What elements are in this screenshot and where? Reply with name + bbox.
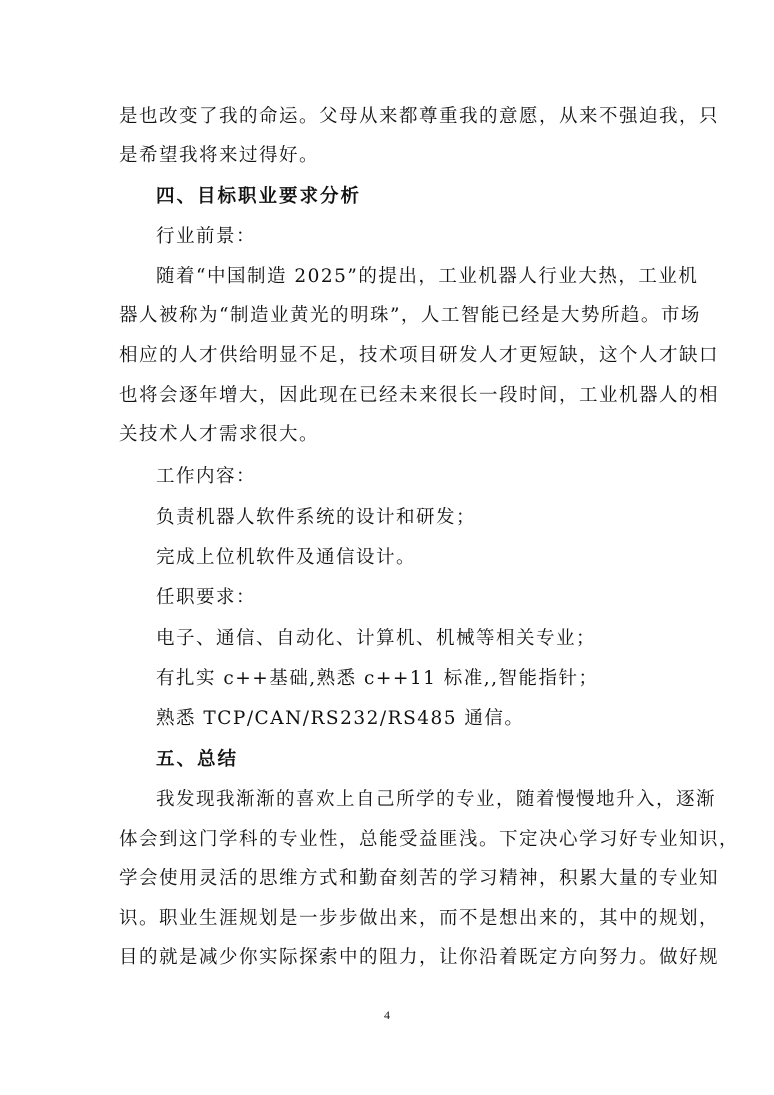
list-item: 负责机器人软件系统的设计和研发； xyxy=(156,507,477,528)
list-item: 有扎实 c++基础,熟悉 c++11 标准,,智能指针； xyxy=(156,668,599,689)
paragraph-line: 也将会逐年增大，因此现在已经未来很长一段时间，工业机器人的相 xyxy=(119,385,720,406)
page-number: 4 xyxy=(384,1008,390,1022)
paragraph-line: 目的就是减少你实际探索中的阻力，让你沿着既定方向努力。做好规 xyxy=(119,947,720,968)
subheading: 行业前景： xyxy=(156,226,257,247)
paragraph-line: 是也改变了我的命运。父母从来都尊重我的意愿，从来不强迫我，只 xyxy=(119,106,720,127)
paragraph-line: 识。职业生涯规划是一步步做出来，而不是想出来的，其中的规划， xyxy=(119,908,720,929)
subheading: 任职要求： xyxy=(156,587,257,608)
paragraph-line: 相应的人才供给明显不足，技术项目研发人才更短缺，这个人才缺口 xyxy=(119,345,720,366)
paragraph-line: 器人被称为“制造业黄光的明珠”，人工智能已经是大势所趋。市场 xyxy=(119,305,701,326)
paragraph-line: 体会到这门学科的专业性，总能受益匪浅。下定决心学习好专业知识， xyxy=(119,829,740,850)
paragraph-line: 学会使用灵活的思维方式和勤奋刻苦的学习精神，积累大量的专业知 xyxy=(119,868,720,889)
section-heading: 四、目标职业要求分析 xyxy=(156,186,362,207)
paragraph-line: 随着“中国制造 2025”的提出，工业机器人行业大热，工业机 xyxy=(156,266,699,287)
list-item: 完成上位机软件及通信设计。 xyxy=(156,547,417,568)
section-heading: 五、总结 xyxy=(156,749,239,770)
list-item: 电子、通信、自动化、计算机、机械等相关专业； xyxy=(156,628,597,649)
subheading: 工作内容： xyxy=(156,466,257,487)
paragraph-line: 是希望我将来过得好。 xyxy=(119,145,320,166)
paragraph-line: 我发现我渐渐的喜欢上自己所学的专业，随着慢慢地升入，逐渐 xyxy=(156,789,717,810)
list-item: 熟悉 TCP/CAN/RS232/RS485 通信。 xyxy=(156,708,525,729)
paragraph-line: 关技术人才需求很大。 xyxy=(119,424,320,445)
